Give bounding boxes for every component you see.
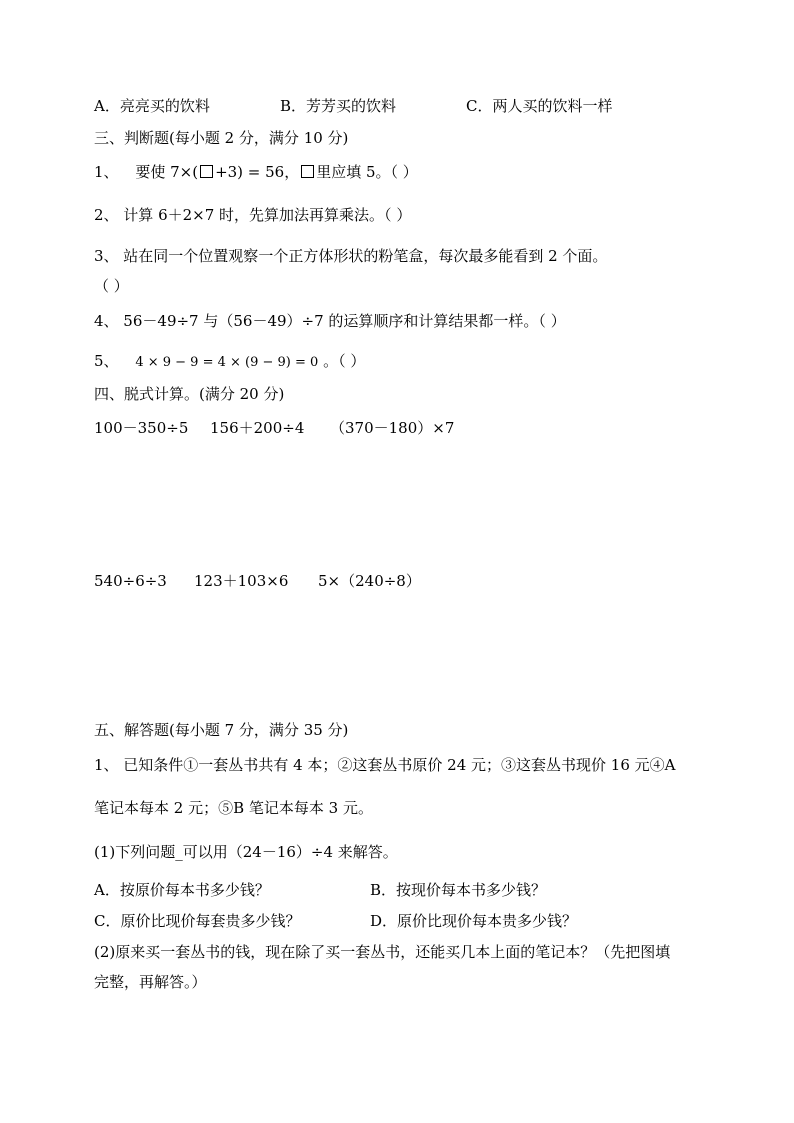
blank-box-icon xyxy=(301,165,314,178)
calc-item: 123＋103×6 xyxy=(194,572,289,590)
judge-q1 xyxy=(94,162,418,182)
calc-item: 540÷6÷3 xyxy=(94,572,167,590)
judge-q4: 4、 56－49÷7 与（56－49）÷7 的运算顺序和计算结果都一样。（ ） xyxy=(94,312,566,330)
answer-q1-sub2-line1: (2)原来买一套丛书的钱，现在除了买一套丛书，还能买几本上面的笔记本？（先把图填 xyxy=(94,943,671,961)
calc-item: 100－350÷5 xyxy=(94,419,189,437)
judge-q3-paren: （ ） xyxy=(94,277,129,295)
calc-item: 5×（240÷8） xyxy=(318,572,421,590)
section3-title: 三、判断题(每小题 2 分，满分 10 分) xyxy=(94,129,349,147)
option-d: D．原价比现价每本贵多少钱？ xyxy=(370,912,578,930)
section4-title: 四、脱式计算。(满分 20 分) xyxy=(94,385,285,403)
answer-q1-line2: 笔记本每本 2 元；⑤B 笔记本每本 3 元。 xyxy=(94,799,373,817)
judge-q5-expression: 4 × 9 − 9 = 4 × (9 − 9) = 0 xyxy=(135,355,319,370)
judge-q5 xyxy=(94,351,365,373)
answer-q1-sub1: (1)下列问题_可以用（24－16）÷4 来解答。 xyxy=(94,843,398,861)
judge-q1-mid: +3) = 56， xyxy=(215,163,300,181)
blank-box-icon xyxy=(200,165,213,178)
option-c: C．原价比现价每套贵多少钱？ xyxy=(94,912,301,930)
section5-title: 五、解答题(每小题 7 分，满分 35 分) xyxy=(94,721,349,739)
choice-a: A．亮亮买的饮料 xyxy=(94,97,210,115)
answer-q1-line1: 1、 已知条件①一套丛书共有 4 本；②这套丛书原价 24 元；③这套丛书现价 16 元④A xyxy=(94,756,676,774)
judge-q5-post: 。（ ） xyxy=(323,352,366,370)
judge-q3: 3、 站在同一个位置观察一个正方体形状的粉笔盒，每次最多能看到 2 个面。 xyxy=(94,247,608,265)
judge-q1-number: 1、 xyxy=(94,163,119,181)
judge-q5-number: 5、 xyxy=(94,352,119,370)
calc-item: （370－180）×7 xyxy=(330,419,455,437)
judge-q1-post: 里应填 5。（ ） xyxy=(316,163,418,181)
choice-b: B．芳芳买的饮料 xyxy=(280,97,397,115)
calc-item: 156＋200÷4 xyxy=(210,419,305,437)
judge-q1-pre: 要使 7×( xyxy=(135,163,199,181)
answer-q1-sub2-line2: 完整，再解答。） xyxy=(94,973,207,991)
judge-q2: 2、 计算 6＋2×7 时，先算加法再算乘法。（ ） xyxy=(94,206,412,224)
choice-c: C．两人买的饮料一样 xyxy=(466,97,613,115)
option-b: B．按现价每本书多少钱？ xyxy=(370,881,547,899)
option-a: A．按原价每本书多少钱？ xyxy=(94,881,270,899)
